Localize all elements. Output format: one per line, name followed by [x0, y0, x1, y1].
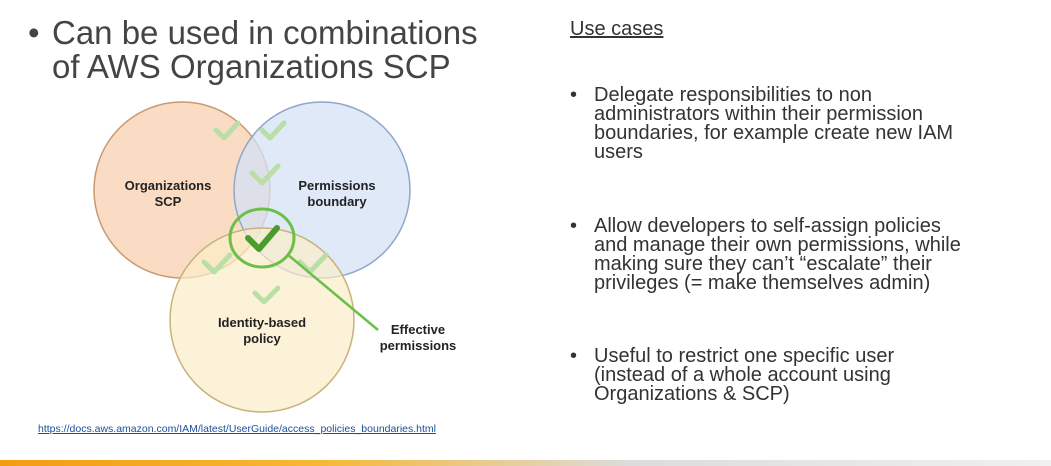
use-case-bullet: • [570, 215, 578, 237]
use-case-bullet: • [570, 345, 578, 367]
label-boundary-line2: boundary [307, 194, 367, 209]
documentation-link[interactable]: https://docs.aws.amazon.com/IAM/latest/UserGuide/access_policies_boundaries.html [38, 423, 437, 435]
use-case-line: privileges (= make themselves admin) [594, 272, 931, 294]
label-organizations-line2: SCP [154, 194, 182, 209]
use-cases-list [570, 86, 1040, 404]
heading-text: Can be used in combinations of AWS Organizations SCP [52, 14, 478, 85]
use-cases-heading: Use cases [570, 18, 664, 40]
use-case-line: making sure they can’t “escalate” their [594, 253, 932, 275]
use-case-line: (instead of a whole account using [594, 364, 891, 386]
use-case-line: Useful to restrict one specific user [594, 345, 895, 367]
label-boundary-line1: Permissions [298, 178, 376, 193]
use-case-line: Delegate responsibilities to non [594, 84, 872, 106]
venn-diagram [0, 0, 560, 420]
use-case-item-delegate [570, 86, 1040, 162]
heading-bullet: • [28, 14, 40, 51]
use-case-line: Organizations & SCP) [594, 383, 790, 405]
label-effective-line2: permissions [379, 338, 457, 353]
label-identity-line2: policy [243, 331, 281, 346]
label-organizations-line1: Organizations [124, 178, 212, 193]
use-case-line: Allow developers to self-assign policies [594, 215, 941, 237]
label-effective-line1: Effective [390, 322, 446, 337]
use-case-item-restrict-user [570, 347, 1040, 404]
use-case-line: users [594, 141, 643, 163]
use-case-bullet: • [570, 84, 578, 106]
use-case-line: administrators within their permission [594, 103, 924, 125]
label-identity-line1: Identity-based [217, 315, 307, 330]
bottom-accent-bar [0, 460, 1051, 466]
use-case-line: and manage their own permissions, while [594, 234, 961, 256]
use-case-line: boundaries, for example create new IAM [594, 122, 954, 144]
use-case-item-self-assign [570, 217, 1040, 293]
